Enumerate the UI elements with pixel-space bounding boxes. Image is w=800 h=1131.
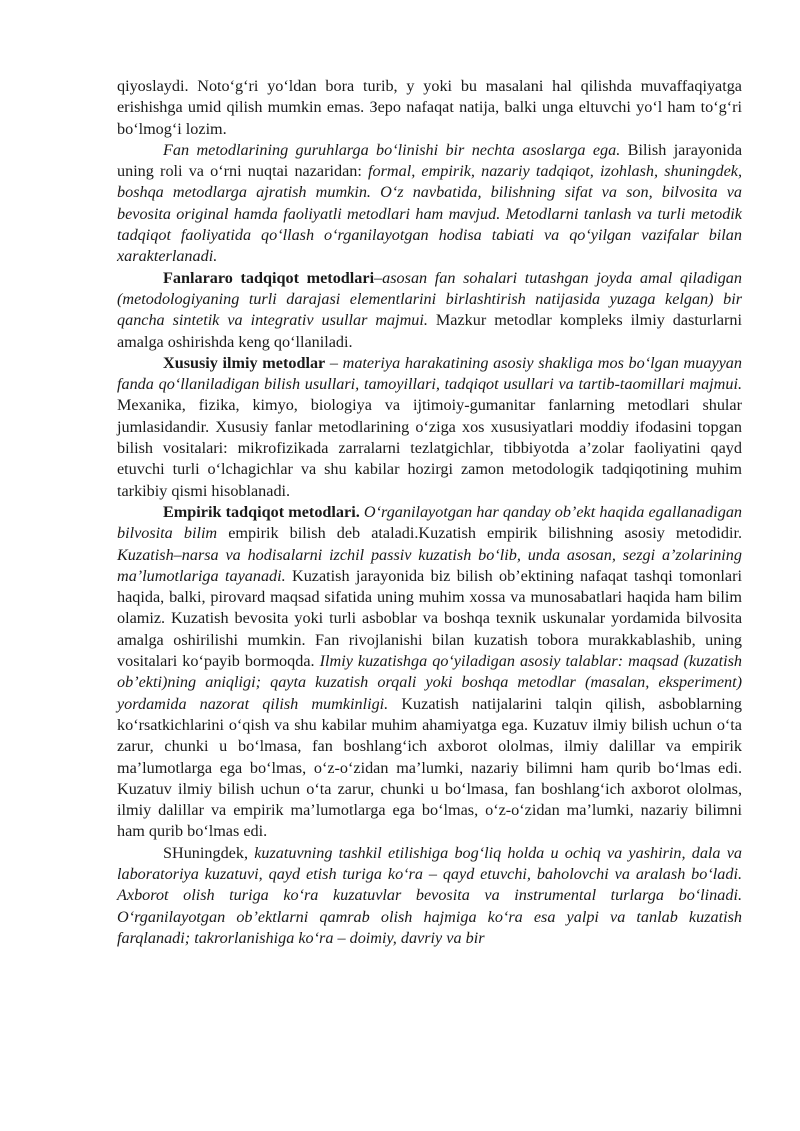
text-run: O‘rganilayotgan har qanday ob’ekt haqida egallanadigan bilvosita bilim xyxy=(117,502,743,543)
text-run: Kuzatish natijalarini talqin qilish, asboblarning ko‘rsatkichlarini o‘qish va shu kabilar muhim ahamiyatga ega. Kuzatuv ilmiy bilish uchun o‘ta zarur, chunki u bo‘lmasa, fan boshlang‘ich axborot ololmas, ilmiy dalillar va empirik ma’lumotlarga ega bo‘lmas, o‘z-o‘zidan ma’lumki, nazariy bilimni ham qurib bo‘lmas edi. Kuzatuv ilmiy bilish uchun o‘ta zarur, chunki u bo‘lmasa, fan boshlang‘ich axborot ololmas, ilmiy dalillar va empirik ma’lumotlarga ega bo‘lmas, o‘z-o‘zidan ma’lumki, nazariy bilimni ham qurib bo‘lmas edi. xyxy=(117,694,742,841)
paragraph xyxy=(117,502,742,843)
text-run: – materiya harakatining asosiy shakliga mos bo‘lgan muayyan fanda qo‘llaniladigan bilish usullari, tamoyillari, tadqiqot usullari va tartib-taomillari majmui. xyxy=(117,353,742,394)
text-run: Bilish jarayonida uning roli va o‘rni nuqtai nazaridan: xyxy=(117,140,743,181)
paragraph xyxy=(117,353,742,502)
text-run: Mexanika, fizika, kimyo, biologiya va ijtimoiy-gumanitar fanlarning metodlari shular jumlasidandir. Xususiy fanlar metodlarining o‘ziga xos xususiyatlari moddiy ifodasini topgan bilish vositalari: mikrofizikada zarralarni tezlatgichlar, tibbiyotda a’zolar faoliyatini qayd etuvchi turli o‘lchagichlar va shu kabilar hozirgi zamon metodologik tadqiqotining muhim tarkibiy qismi hisoblanadi. xyxy=(117,396,742,500)
document-body xyxy=(117,76,742,949)
section-heading: Fanlararo tadqiqot metodlari xyxy=(163,268,375,287)
text-run: –asosan fan sohalari tutashgan joyda amal qiladigan (metodologiyaning turli darajasi elementlarini birlashtirish natijasida yuzaga kelgan) bir qancha sintetik va integrativ usullar majmui. xyxy=(117,268,742,330)
text-run: formal, empirik, nazariy tadqiqot, izohlash, shuningdek, boshqa metodlarga ajratish mumkin. O‘z navbatida, bilishning sifat va son, bilvosita va bevosita original hamda faoliyatli metodlari ham mavjud. Metodlarni tanlash va turli metodik tadqiqot faoliyatida qo‘llash o‘rganilayotgan hodisa tabiati va qo‘yilgan vazifalar bilan xarakterlanadi. xyxy=(117,162,742,266)
section-heading: Empirik tadqiqot metodlari. xyxy=(163,502,360,521)
paragraph xyxy=(117,140,742,268)
paragraph xyxy=(117,76,742,140)
section-heading: Xususiy ilmiy metodlar xyxy=(163,353,326,372)
text-run: Fan metodlarining guruhlarga bo‘linishi bir nechta asoslarga ega. xyxy=(163,140,621,159)
text-run: SHuningdek, xyxy=(163,843,255,862)
text-run: Kuzatish jarayonida biz bilish ob’ektining nafaqat tashqi tomonlari haqida, balki, pirovard maqsad sifatida uning muhim xossa va munosabatlari haqida ham bilim olamiz. Kuzatish bevosita yoki turli asboblar va boshqa texnik uskunalar yordamida bilvosita amalga oshirilishi mumkin. Fan rivojlanishi bilan kuzatish tobora murakkablashib, uning vositalari ko‘payib bormoqda. xyxy=(117,566,742,671)
text-run: kuzatuvning tashkil etilishiga bog‘liq holda u ochiq va yashirin, dala va laboratoriya kuzatuvi, qayd etish turiga ko‘ra – qayd etuvchi, baholovchi va aralash bo‘ladi. Axborot olish turiga ko‘ra kuzatuvlar bevosita va instrumental turlarga bo‘linadi. O‘rganilayotgan ob’ektlarni qamrab olish hajmiga ko‘ra esa yalpi va tanlab kuzatish farqlanadi; takrorlanishiga ko‘ra – doimiy, davriy va bir xyxy=(117,843,742,947)
paragraph xyxy=(117,268,742,353)
paragraph xyxy=(117,843,742,949)
text-run: Kuzatish–narsa va hodisalarni izchil passiv kuzatish bo‘lib, unda asosan, sezgi a’zolarining ma’lumotlariga tayanadi. xyxy=(117,545,742,585)
text-run: Mazkur metodlar kompleks ilmiy dasturlarni amalga oshirishda keng qo‘llaniladi. xyxy=(117,311,742,351)
text-run: Ilmiy kuzatishga qo‘yiladigan asosiy talablar: maqsad (kuzatish ob’ekti)ning aniqligi; qayta kuzatish orqali yoki boshqa metodlar (masalan, eksperiment) yordamida nazorat qilish mumkinligi. xyxy=(117,652,742,713)
text-run: qiyoslaydi. Noto‘g‘ri yo‘ldan bora turib, y yoki bu masalani hal qilishda muvaffaqiyatga erishishga umid qilish mumkin emas. Зеро nafaqat natija, balki unga eltuvchi yo‘l ham to‘g‘ri bo‘lmog‘i lozim. xyxy=(117,77,742,138)
text-run: empirik bilish deb ataladi.Kuzatish empirik bilishning asosiy metodidir. xyxy=(217,524,743,543)
